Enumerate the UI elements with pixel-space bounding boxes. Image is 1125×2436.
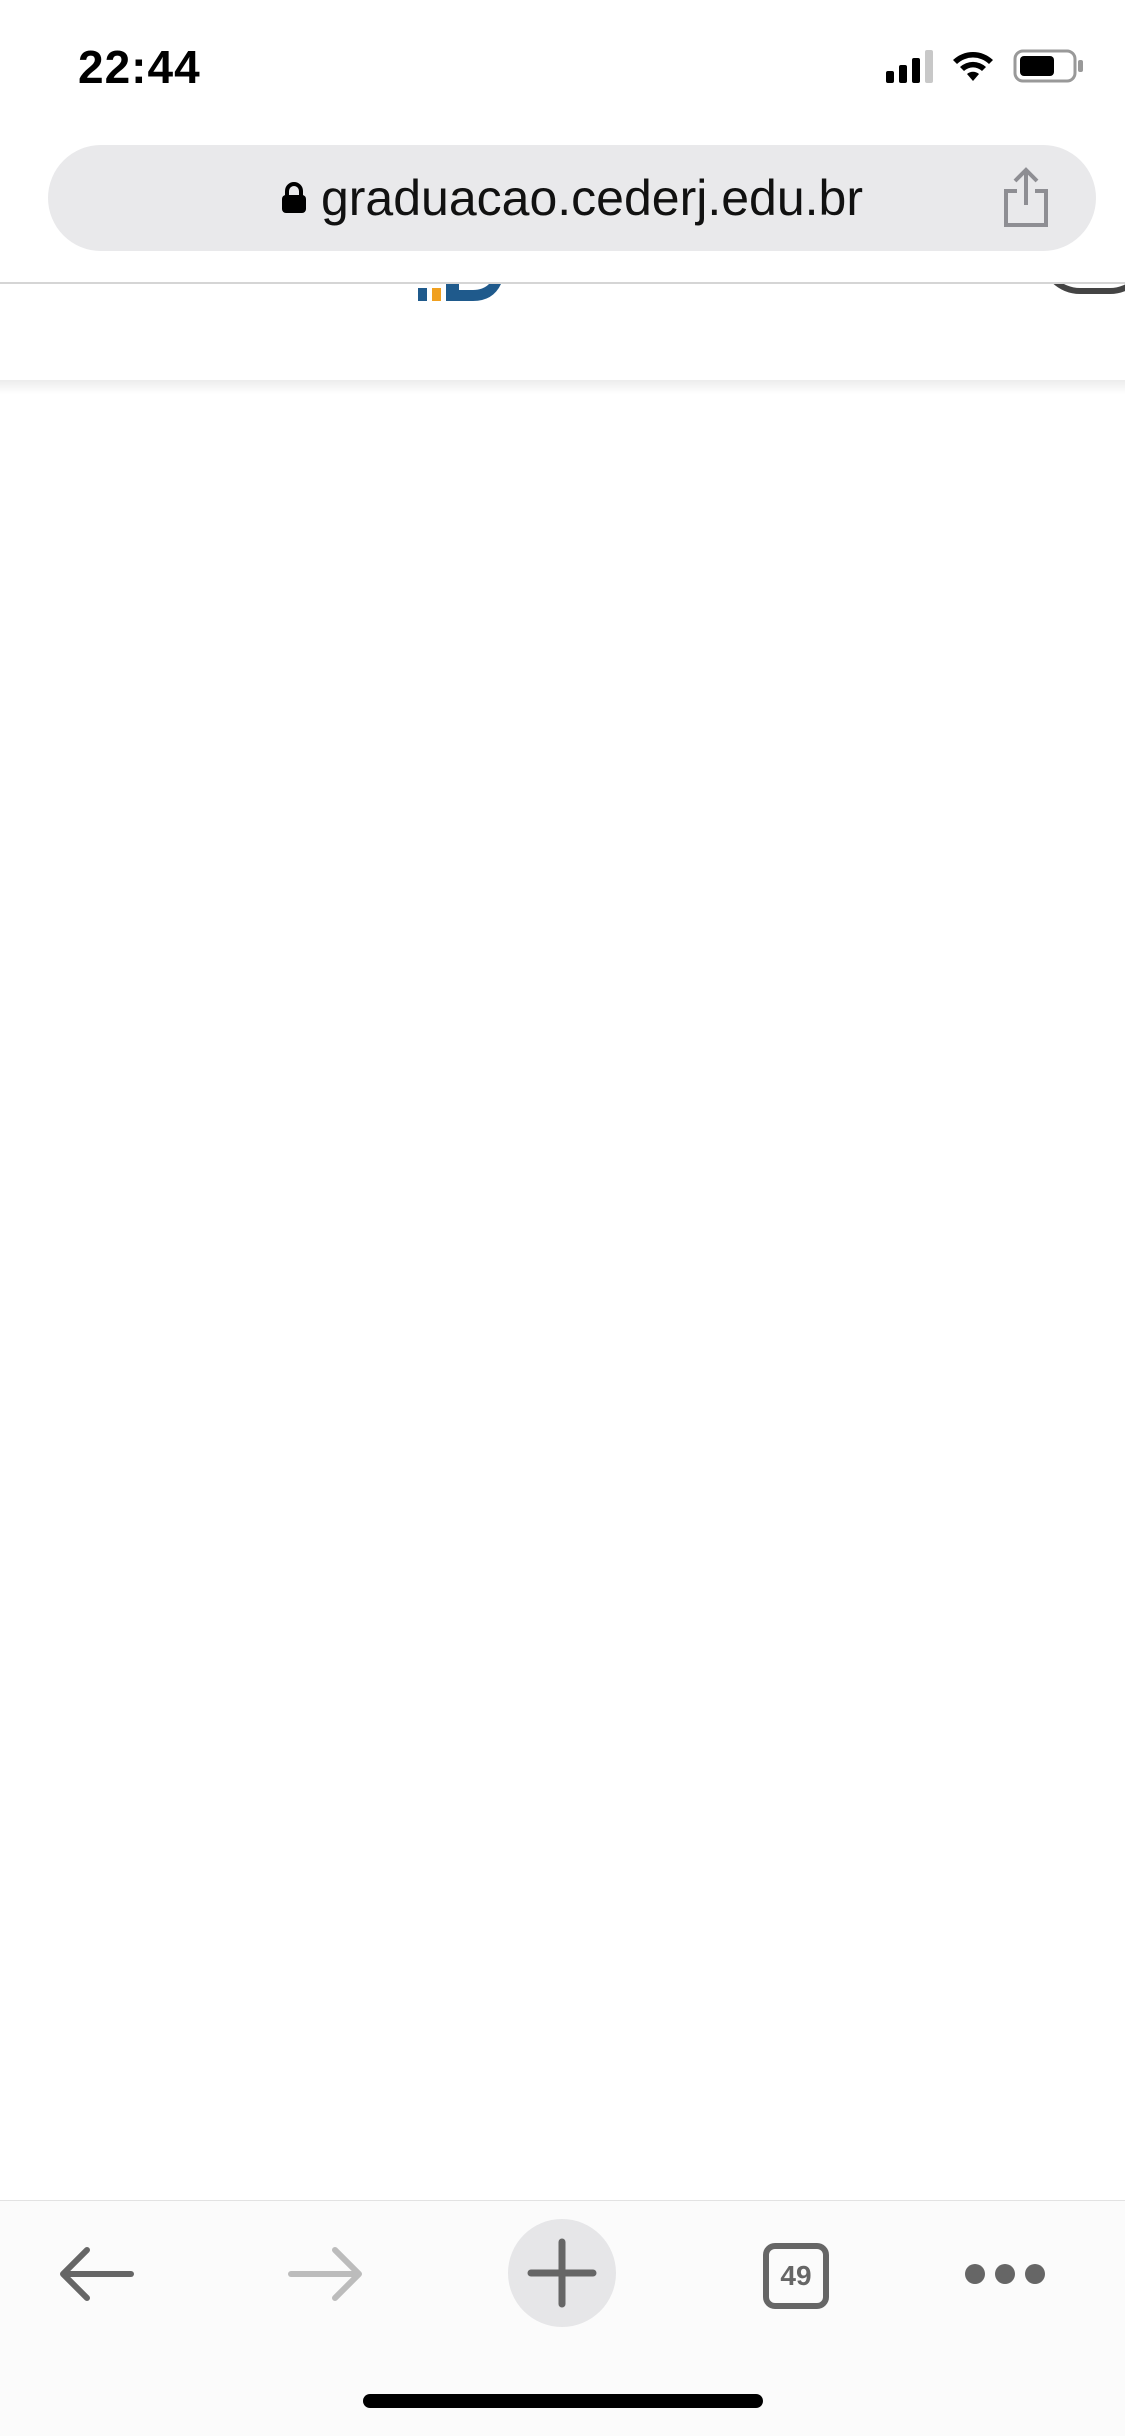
home-indicator[interactable] — [363, 2394, 763, 2408]
tab-count-icon — [763, 2243, 829, 2309]
cellular-signal-icon — [886, 49, 933, 83]
url-text[interactable]: graduacao.cederj.edu.br — [320, 170, 864, 226]
site-header — [0, 284, 1125, 380]
header-shadow — [0, 380, 1125, 394]
back-arrow-icon — [57, 2244, 135, 2304]
site-logo[interactable] — [415, 284, 555, 324]
new-tab-circle — [508, 2219, 616, 2327]
lock-icon — [281, 182, 307, 214]
back-button[interactable] — [52, 2241, 140, 2307]
new-tab-button[interactable] — [508, 2219, 616, 2327]
status-bar — [0, 0, 1125, 138]
share-icon[interactable] — [996, 167, 1056, 229]
battery-icon — [1013, 48, 1085, 84]
address-bar-content — [48, 145, 1096, 251]
status-time: 22:44 — [78, 41, 201, 93]
tabs-button[interactable] — [758, 2238, 834, 2314]
header-avatar-edge[interactable] — [1040, 284, 1125, 294]
forward-button[interactable] — [282, 2241, 370, 2307]
plus-icon — [527, 2238, 597, 2308]
more-dots-icon — [963, 2262, 1047, 2286]
status-icons — [886, 48, 1085, 84]
forward-arrow-icon — [287, 2244, 365, 2304]
tab-count: 49 — [780, 2260, 812, 2291]
address-bar[interactable] — [48, 145, 1096, 251]
wifi-icon — [951, 49, 995, 83]
more-button[interactable] — [960, 2251, 1050, 2297]
